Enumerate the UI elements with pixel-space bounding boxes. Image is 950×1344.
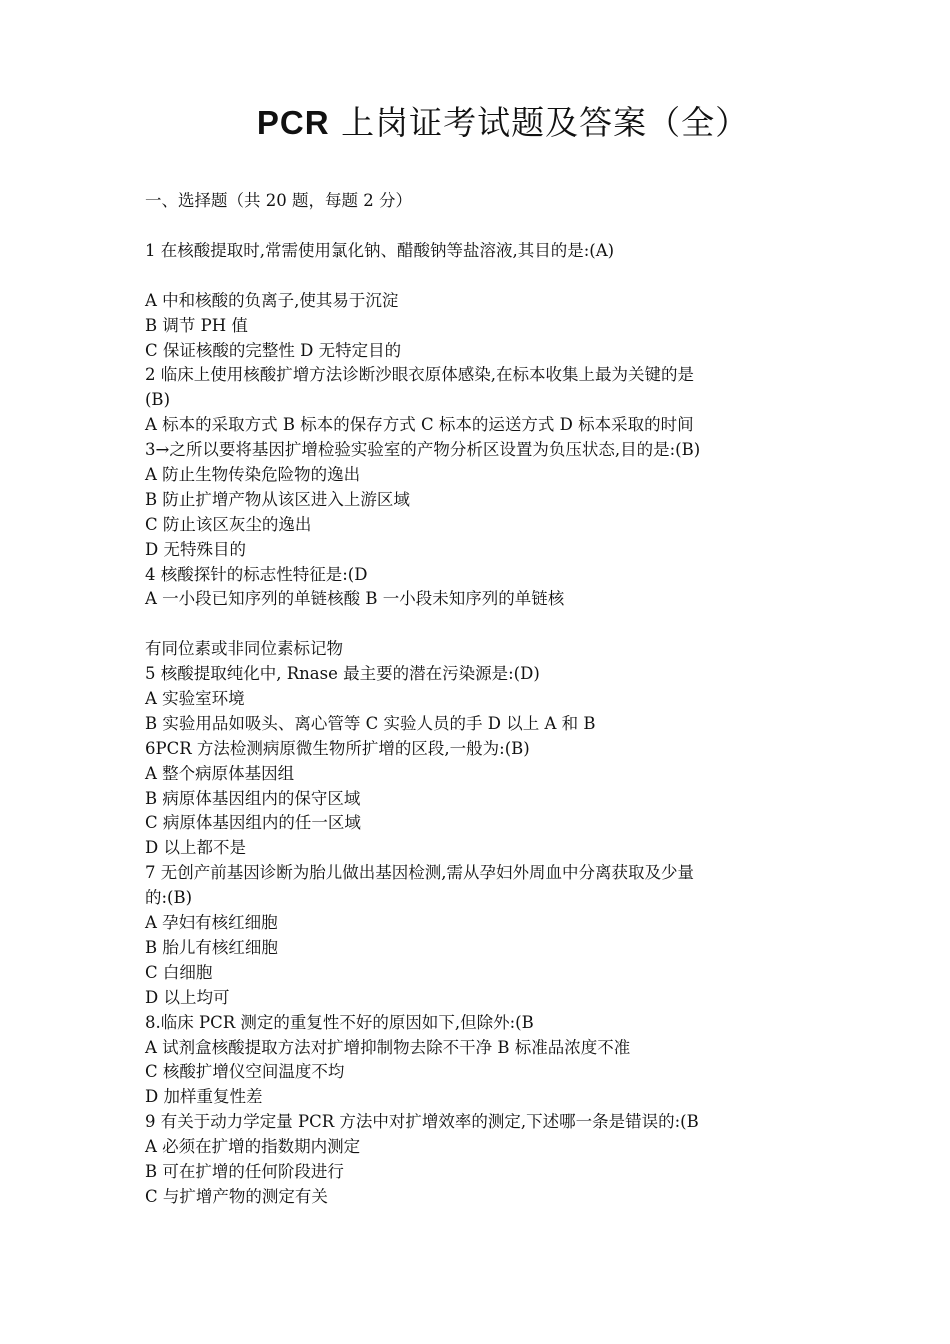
text-line: 5 核酸提取纯化中, Rnase 最主要的潜在污染源是:(D) bbox=[145, 664, 540, 684]
blank-line bbox=[145, 264, 805, 289]
section-heading: 一、选择题（共 20 题，每题 2 分） bbox=[145, 191, 412, 210]
text-line: B 可在扩增的任何阶段进行 bbox=[145, 1161, 344, 1181]
text-line: C 与扩增产物的测定有关 bbox=[145, 1186, 328, 1206]
text-line: C 核酸扩增仪空间温度不均 bbox=[145, 1062, 345, 1082]
text-line: C 防止该区灰尘的逸出 bbox=[145, 514, 312, 534]
text-line: B 防止扩增产物从该区进入上游区域 bbox=[145, 489, 410, 509]
text-line: A 实验室环境 bbox=[145, 689, 245, 709]
text-line: 的:(B) bbox=[145, 888, 193, 908]
text-line: 4 核酸探针的标志性特征是:(D bbox=[145, 564, 368, 584]
text-line: A 一小段已知序列的单链核酸 B 一小段未知序列的单链核 bbox=[145, 589, 565, 609]
document-title bbox=[0, 98, 950, 148]
text-line: A 试剂盒核酸提取方法对扩增抑制物去除不干净 B 标准品浓度不准 bbox=[145, 1037, 631, 1057]
text-line: D 以上均可 bbox=[145, 987, 230, 1007]
text-line: C 白细胞 bbox=[145, 962, 213, 982]
text-line: C 保证核酸的完整性 D 无特定目的 bbox=[145, 340, 402, 360]
text-line: D 无特殊目的 bbox=[145, 539, 246, 559]
text-line: 8.临床 PCR 测定的重复性不好的原因如下,但除外:(B bbox=[145, 1012, 534, 1032]
text-line: 6PCR 方法检测病原微生物所扩增的区段,一般为:(B) bbox=[145, 738, 530, 758]
text-line: 有同位素或非同位素标记物 bbox=[145, 639, 343, 659]
text-line: 2 临床上使用核酸扩增方法诊断沙眼衣原体感染,在标本收集上最为关键的是 bbox=[145, 365, 694, 385]
text-line: B 调节 PH 值 bbox=[145, 315, 248, 335]
text-line: A 必须在扩增的指数期内测定 bbox=[145, 1137, 361, 1157]
text-line: B 实验用品如吸头、离心管等 C 实验人员的手 D 以上 A 和 B bbox=[145, 713, 596, 733]
text-line: 3→之所以要将基因扩增检验实验室的产物分析区设置为负压状态,目的是:(B) bbox=[145, 440, 701, 460]
text-line: A 整个病原体基因组 bbox=[145, 763, 295, 783]
text-line: 9 有关于动力学定量 PCR 方法中对扩增效率的测定,下述哪一条是错误的:(B bbox=[145, 1112, 699, 1132]
text-line: D 以上都不是 bbox=[145, 838, 246, 858]
text-line: (B) bbox=[145, 390, 170, 410]
text-line: 1 在核酸提取时,常需使用氯化钠、醋酸钠等盐溶液,其目的是:(A) bbox=[145, 241, 615, 260]
text-line: 7 无创产前基因诊断为胎儿做出基因检测,需从孕妇外周血中分离获取及少量 bbox=[145, 863, 694, 883]
text-line: A 中和核酸的负离子,使其易于沉淀 bbox=[145, 290, 399, 310]
title-pcr-text: PCR bbox=[256, 104, 330, 141]
text-line: B 病原体基因组内的保守区域 bbox=[145, 788, 361, 808]
text-line: D 加样重复性差 bbox=[145, 1087, 263, 1107]
text-line: C 病原体基因组内的任一区域 bbox=[145, 813, 361, 833]
text-line: A 防止生物传染危险物的逸出 bbox=[145, 465, 361, 485]
text-line: A 标本的采取方式 B 标本的保存方式 C 标本的运送方式 D 标本采取的时间 bbox=[145, 415, 694, 435]
blank-line bbox=[145, 612, 805, 637]
text-line: B 胎儿有核红细胞 bbox=[145, 937, 278, 957]
title-main-text: 上岗证考试题及答案（全） bbox=[329, 103, 750, 142]
text-line: A 孕妇有核红细胞 bbox=[145, 913, 278, 933]
question-list bbox=[145, 239, 805, 1210]
